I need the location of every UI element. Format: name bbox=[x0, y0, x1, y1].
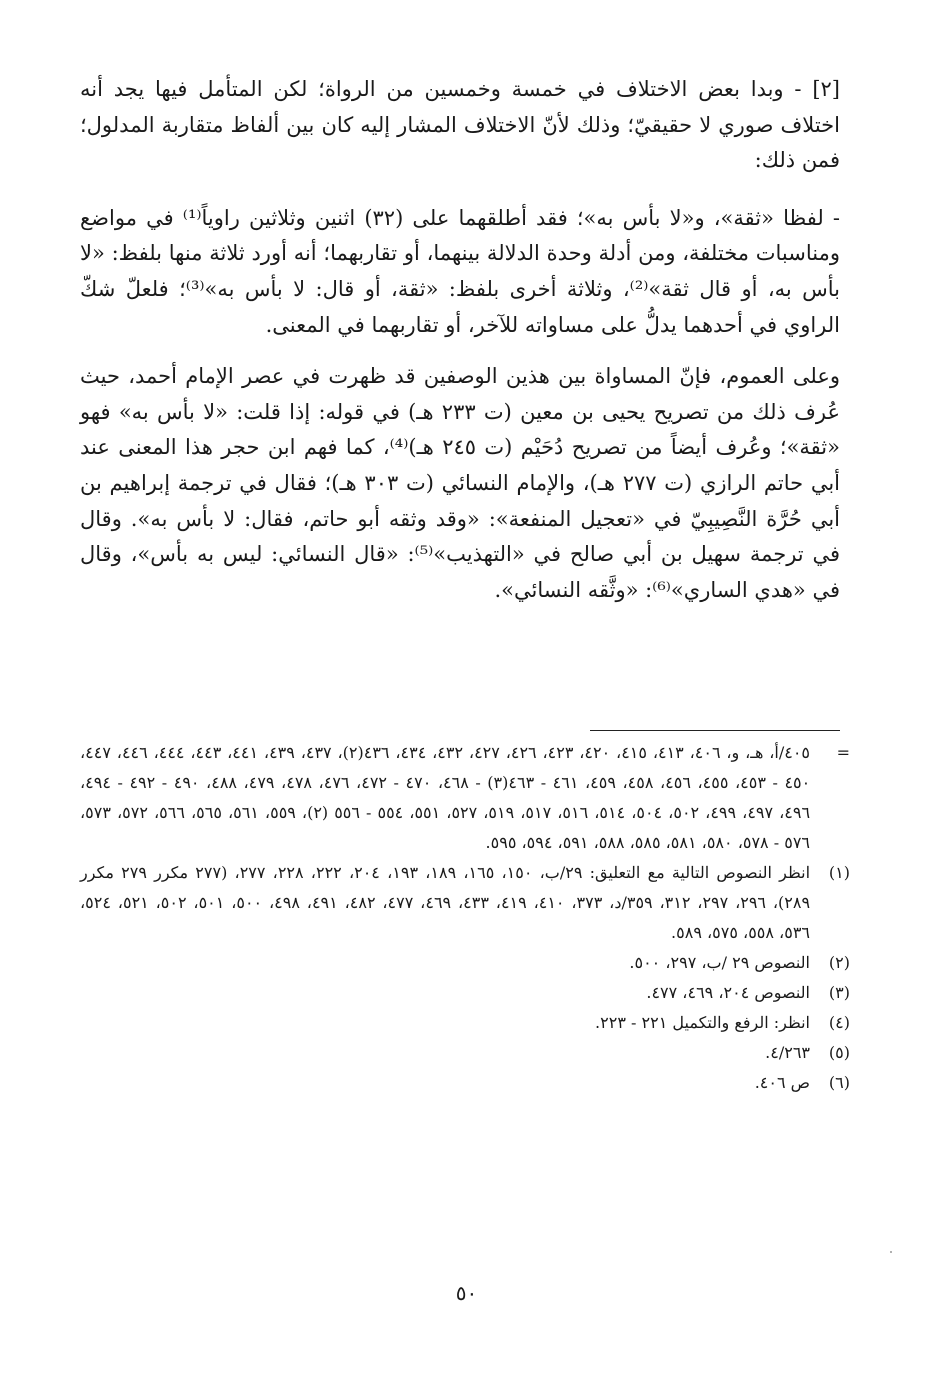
footnotes bbox=[80, 738, 850, 1098]
footnote-5 bbox=[80, 1038, 850, 1068]
footnote-text: انظر النصوص التالية مع التعليق: ٢٩/ب، ١٥٠، ١٦٥، ١٨٩، ١٩٣، ٢٠٤، ٢٢٢، ٢٢٨، ٢٧٧، (٢٧٧ مكرر ٢٧٩ مكرر ٢٨٩)، ٢٩٦، ٢٩٧، ٣١٢، ٣٥٩/د، ٣٧٣، ٤١٠، ٤١٩، ٤٣٣، ٤٦٩، ٤٧٧، ٤٨٢، ٤٩١، ٤٩٨، ٥٠٠، ٥٠١، ٥٠٢، ٥٢١، ٥٢٤، ٥٣٦، ٥٥٨، ٥٧٥، ٥٨٩. bbox=[80, 863, 811, 942]
footnote-3 bbox=[80, 978, 850, 1008]
footnote-marker: (١) bbox=[828, 863, 850, 882]
continuation-marker: = bbox=[836, 743, 850, 762]
footnote-6 bbox=[80, 1068, 850, 1098]
footnote-continuation-text: ٤٠٥/أ، هـ، و، ٤٠٦، ٤١٣، ٤١٥، ٤٢٠، ٤٢٣، ٤٢٦، ٤٢٧، ٤٣٢، ٤٣٤، ٤٣٦(٢)، ٤٣٧، ٤٣٩، ٤٤١، ٤٤٣، ٤٤٤، ٤٤٦، ٤٤٧، ٤٥٠ - ٤٥٣، ٤٥٥، ٤٥٦، ٤٥٨، ٤٥٩، ٤٦١ - ٤٦٣(٣) - ٤٦٨، ٤٧٠ - ٤٧٢، ٤٧٦، ٤٧٨، ٤٧٩، ٤٨٨، ٤٩٠ - ٤٩٢ - ٤٩٤، ٤٩٦، ٤٩٧، ٤٩٩، ٥٠٢، ٥٠٤، ٥١٤، ٥١٦، ٥١٧، ٥١٩، ٥٢٧، ٥٥١، ٥٥٤ - ٥٥٦ (٢)، ٥٥٩، ٥٦١، ٥٦٥، ٥٦٦، ٥٧٢، ٥٧٣، ٥٧٦ - ٥٧٨، ٥٨٠، ٥٨١، ٥٨٥، ٥٨٨، ٥٩١، ٥٩٤، ٥٩٥. bbox=[80, 743, 811, 852]
footnote-marker: (٥) bbox=[828, 1043, 850, 1062]
scan-speck bbox=[890, 1251, 892, 1253]
footnote-marker: (٢) bbox=[828, 953, 850, 972]
footnote-text: انظر: الرفع والتكميل ٢٢١ - ٢٢٣. bbox=[595, 1013, 810, 1032]
paragraph-1: [٢] - وبدا بعض الاختلاف في خمسة وخمسين من الرواة؛ لكن المتأمل فيها يجد أنه اختلاف صوري لا حقيقيّ؛ وذلك لأنّ الاختلاف المشار إليه كان بين ألفاظ متقاربة المدلول؛ فمن ذلك: bbox=[80, 77, 840, 173]
footnote-2 bbox=[80, 948, 850, 978]
footnote-text: النصوص ٢٠٤، ٤٦٩، ٤٧٧. bbox=[646, 983, 810, 1002]
footnote-text: ص ٤٠٦. bbox=[754, 1073, 810, 1092]
main-text bbox=[80, 72, 840, 608]
footnote-marker: (٣) bbox=[828, 983, 850, 1002]
footnote-text: النصوص ٢٩ /ب، ٢٩٧، ٥٠٠. bbox=[629, 953, 810, 972]
footnote-separator bbox=[590, 730, 840, 731]
paragraph-2: - لفظا «ثقة»، و«لا بأس به»؛ فقد أطلقهما على (٣٢) اثنين وثلاثين راوياً⁽¹⁾ في مواضع ومناسبات مختلفة، ومن أدلة وحدة الدلالة بينهما، أو تقاربهما؛ أنه أورد ثلاثة منها بلفظ: «لا بأس به، أو قال ثقة»⁽²⁾، وثلاثة أخرى بلفظ: «ثقة، أو قال: لا بأس به»⁽³⁾؛ فلعلّ شكّ الراوي في أحدهما يدلُّ على مساواته للآخر، أو تقاربهما في المعنى. bbox=[80, 205, 840, 337]
footnote-marker: (٦) bbox=[828, 1073, 850, 1092]
footnote-marker: (٤) bbox=[828, 1013, 850, 1032]
paragraph-3: وعلى العموم، فإنّ المساواة بين هذين الوصفين قد ظهرت في عصر الإمام أحمد، حيث عُرف ذلك من تصريح يحيى بن معين (ت ٢٣٣ هـ) في قوله: إذا قلت: «لا بأس به» فهو «ثقة»؛ وعُرف أيضاً من تصريح دُحَيْم (ت ٢٤٥ هـ)⁽⁴⁾، كما فهم ابن حجر هذا المعنى عند أبي حاتم الرازي (ت ٢٧٧ هـ)، والإمام النسائي (ت ٣٠٣ هـ)؛ فقال في ترجمة إبراهيم بن أبي حُرَّة النَّصِيبِيّ في «تعجيل المنفعة»: «وقد وثقه أبو حاتم، فقال: لا بأس به». وقال في ترجمة سهيل بن أبي صالح في «التهذيب»⁽⁵⁾: «قال النسائي: ليس به بأس»، وقال في «هدي الساري»⁽⁶⁾: «وثَّقه النسائي». bbox=[80, 364, 841, 602]
footnote-text: ٤/٢٦٣. bbox=[765, 1043, 810, 1062]
footnote-1 bbox=[80, 858, 850, 948]
footnote-4 bbox=[80, 1008, 850, 1038]
footnote-continuation bbox=[80, 738, 850, 858]
page-number: ٥٠ bbox=[455, 1281, 478, 1305]
